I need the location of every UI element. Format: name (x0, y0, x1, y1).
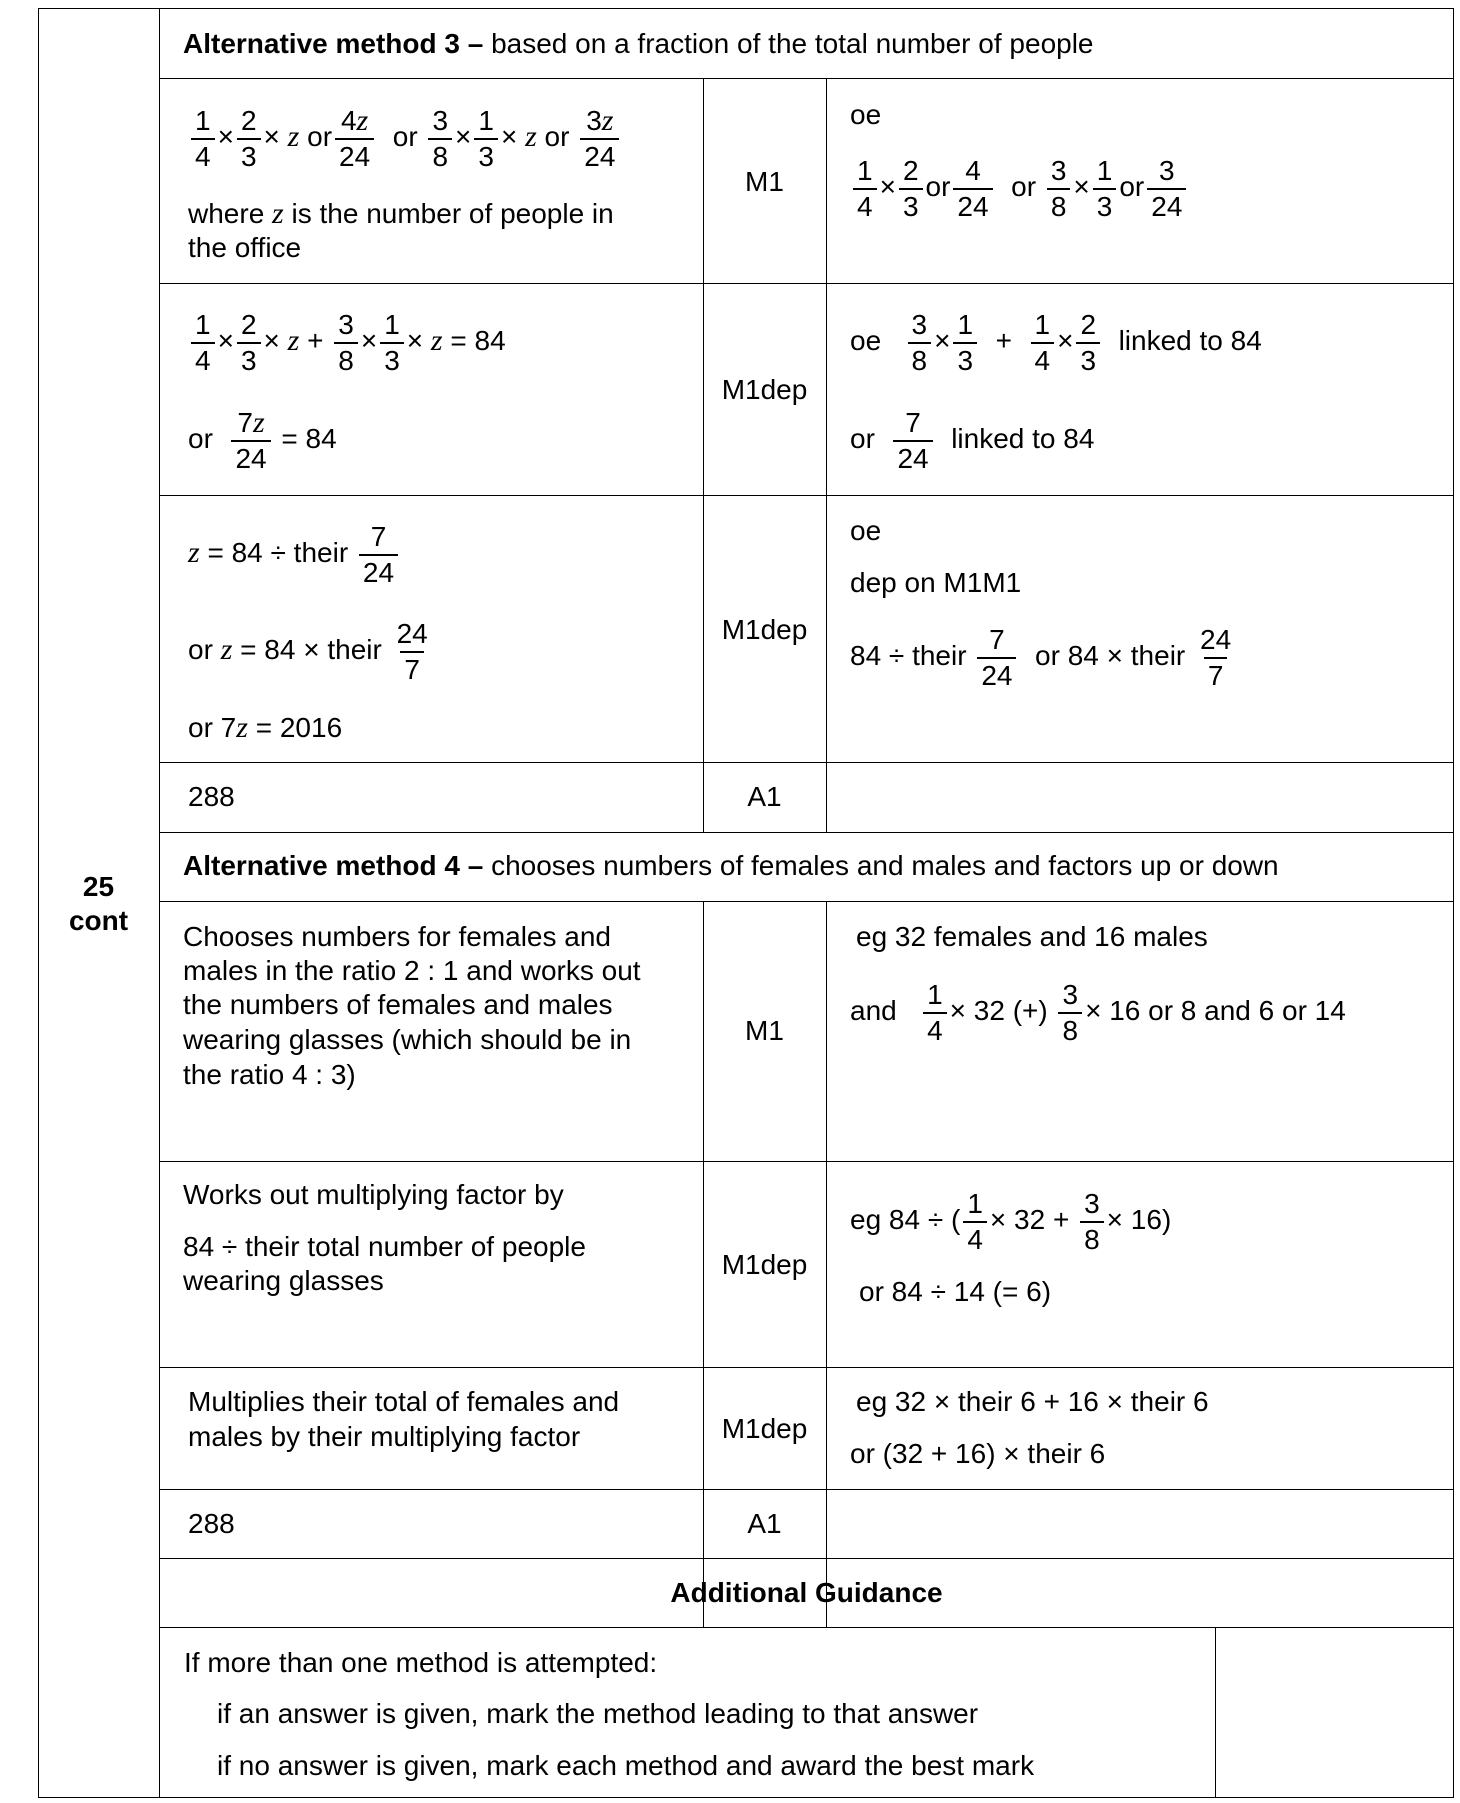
question-cont-label: cont (68, 905, 129, 936)
rule (159, 283, 1454, 284)
alt4-row1-line: wearing glasses (which should be in (183, 1024, 632, 1055)
alt4-row2-guidance: eg 84 ÷ ( $\frac{1}{4}$ × 32 + $\frac{3}{8}$ × 16) (850, 1187, 1172, 1255)
alt4-row1-line: Chooses numbers for females and (183, 921, 611, 952)
alt4-row1-line: males in the ratio 2 : 1 and works out (183, 955, 641, 986)
rule (1215, 1627, 1216, 1798)
alt3-row1-mark: M1 (745, 166, 784, 197)
question-number (38, 870, 159, 938)
fraction: $\frac{2}{3}$ (237, 104, 261, 174)
alt3-row2-guidance-alt: or $\frac{7}{24}$ linked to 84 (850, 406, 1095, 474)
alt3-row1-where: where z is the number of people in (188, 197, 614, 230)
rule (159, 495, 1454, 496)
fraction: $\frac{1}{4}$ (191, 104, 215, 174)
alt4-row1-line: the numbers of females and males (183, 989, 613, 1020)
alt3-row1-guidance: $\frac{1}{4}$ × $\frac{2}{3}$ or $\frac{4}{24}$ or $\frac{3}{8}$ × $\frac{1}{3}$ or $\frac{3}{24}$ (850, 152, 1189, 224)
alt4-heading-bold: Alternative method 4 – (183, 850, 484, 881)
rule (38, 1797, 1454, 1798)
rule (826, 901, 827, 1628)
rule (159, 1489, 1454, 1490)
alt3-answer-mark: A1 (747, 781, 782, 812)
alt4-row1-guidance: and $\frac{1}{4}$ × 32 (+) $\frac{3}{8}$ × 16 or 8 and 6 or 14 (850, 978, 1346, 1046)
rule (38, 8, 1454, 9)
rule (826, 78, 827, 833)
alt3-row3-oe: oe (850, 515, 882, 546)
alt3-heading-bold: Alternative method 3 – (183, 28, 484, 59)
fraction: $\frac{3}{8}$ (428, 104, 452, 174)
rule (1453, 8, 1454, 1798)
guidance-heading: Additional Guidance (670, 1577, 943, 1608)
alt3-row3-guidance: 84 ÷ their $\frac{7}{24}$ or 84 × their $\frac{24}{7}$ (850, 623, 1232, 691)
alt4-row2-line: Works out multiplying factor by (183, 1179, 564, 1210)
rule (159, 1558, 1454, 1559)
alt4-row2-guidance-alt: or 84 ÷ 14 (= 6) (859, 1276, 1052, 1307)
alt3-heading (183, 27, 1094, 61)
alt3-row2-equation-alt: or $\frac{7z}{24}$ = 84 (188, 405, 337, 474)
alt4-row2-mark: M1dep (721, 1249, 808, 1280)
alt3-row3-dep: dep on M1M1 (850, 567, 1022, 598)
alt3-row2-mark: M1dep (721, 374, 808, 405)
guidance-line: If more than one method is attempted: (184, 1647, 658, 1678)
alt3-row2-guidance: oe $\frac{3}{8}$ × $\frac{1}{3}$ + $\frac{1}{4}$ × $\frac{2}{3}$ linked to 84 (850, 308, 1262, 376)
alt4-row1-eg: eg 32 females and 16 males (856, 921, 1208, 952)
alt4-answer: 288 (188, 1508, 235, 1539)
alt3-row3-line2: or z = 84 × their $\frac{24}{7}$ (188, 617, 428, 685)
question-number-value: 25 (82, 871, 115, 902)
guidance-line: if no answer is given, mark each method and award the best mark (217, 1750, 1035, 1781)
alt4-row3-line: Multiplies their total of females and (188, 1386, 620, 1417)
alt4-row2-line: wearing glasses (183, 1265, 384, 1296)
fraction: $\frac{1}{3}$ (474, 104, 498, 174)
alt4-heading-text: chooses numbers of females and males and factors up or down (483, 850, 1279, 881)
rule (159, 78, 1454, 79)
guidance-line: if an answer is given, mark the method leading to that answer (217, 1698, 979, 1729)
fraction: $\frac{3z}{24}$ (580, 104, 619, 174)
rule (159, 8, 160, 1798)
alt4-row3-line: males by their multiplying factor (188, 1421, 581, 1452)
rule (159, 1161, 1454, 1162)
rule (159, 832, 1454, 833)
alt3-answer: 288 (188, 781, 235, 812)
alt4-row2-line: 84 ÷ their total number of people (183, 1231, 586, 1262)
alt3-row2-equation: $\frac{1}{4}$ × $\frac{2}{3}$ × z + $\frac{3}{8}$ × $\frac{1}{3}$ × z = 84 (188, 306, 506, 378)
alt4-row3-guidance: eg 32 × their 6 + 16 × their 6 (856, 1386, 1209, 1417)
rule (159, 901, 1454, 902)
alt3-row1-expression: $\frac{1}{4}$ × $\frac{2}{3}$ × z or $\frac{4z}{24}$ or $\frac{3}{8}$ × $\frac{1}{3}$ × z or $\frac{3z}{24}$ (188, 102, 622, 174)
alt3-row3-mark: M1dep (721, 614, 808, 645)
alt4-row1-line: the ratio 4 : 3) (183, 1059, 356, 1090)
alt3-heading-text: based on a fraction of the total number of people (483, 28, 1094, 59)
alt3-row1-where-2: the office (188, 232, 302, 263)
alt4-heading (183, 849, 1279, 883)
alt4-row3-mark: M1dep (721, 1413, 808, 1444)
fraction: $\frac{4z}{24}$ (335, 104, 374, 174)
alt3-row3-line3: or 7z = 2016 (188, 711, 343, 744)
alt4-row1-mark: M1 (745, 1015, 784, 1046)
alt4-answer-mark: A1 (747, 1508, 782, 1539)
alt3-row1-oe: oe (850, 99, 882, 130)
rule (159, 1627, 1454, 1628)
rule (159, 1367, 1454, 1368)
alt3-row3-line1: z = 84 ÷ their $\frac{7}{24}$ (188, 518, 401, 590)
rule (159, 762, 1454, 763)
alt4-row3-guidance-alt: or (32 + 16) × their 6 (850, 1438, 1106, 1469)
